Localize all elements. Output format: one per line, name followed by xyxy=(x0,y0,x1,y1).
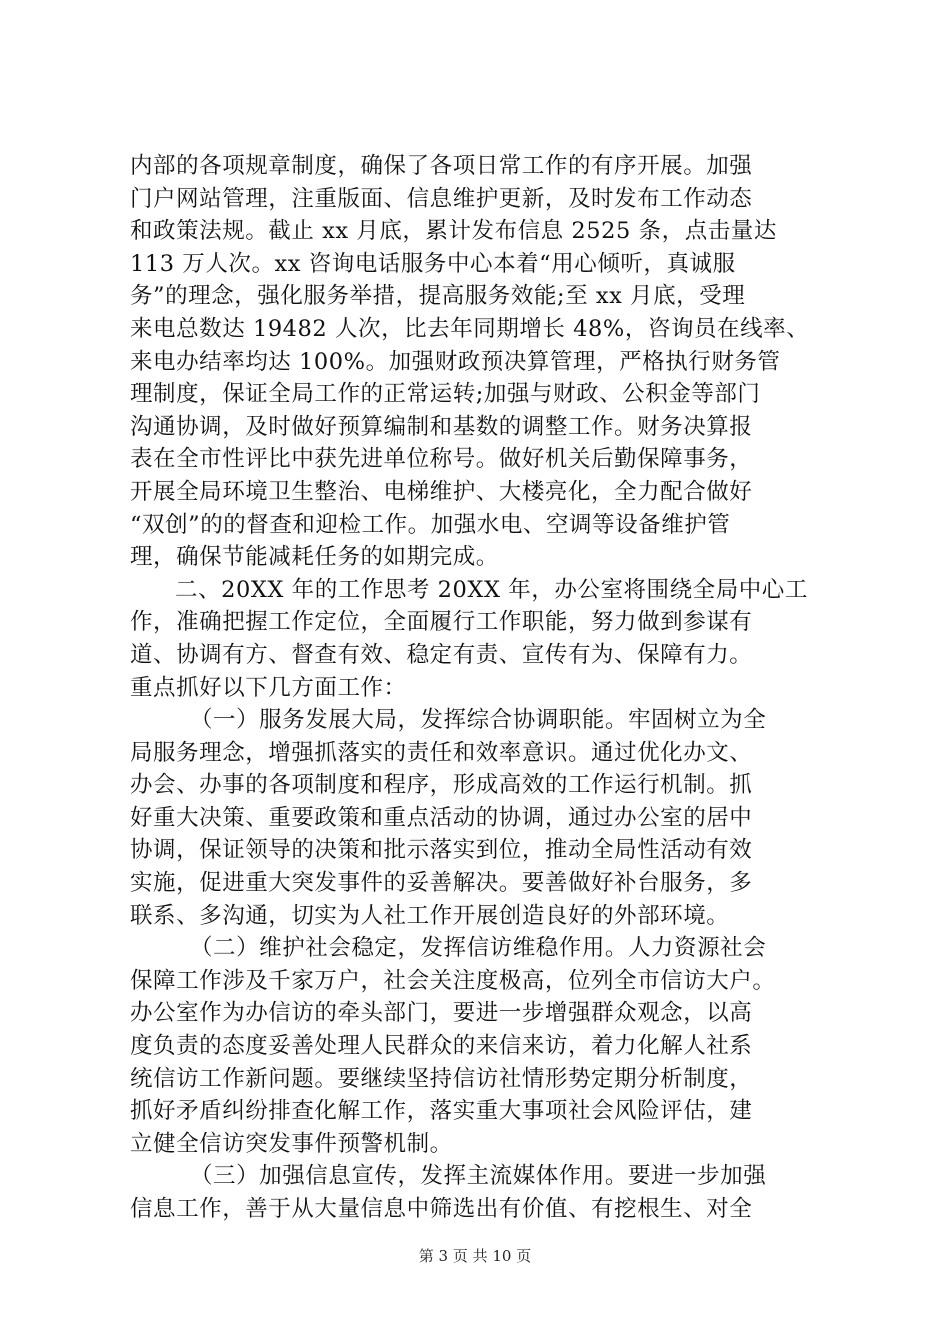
body-line: “双创”的的督查和迎检工作。加强水电、空调等设备维护管 xyxy=(130,511,731,538)
body-line: 务”的理念，强化服务举措，提高服务效能;至 xx 月底，受理 xyxy=(130,283,746,310)
body-line: 信息工作，善于从大量信息中筛选出有价值、有挖根生、对全 xyxy=(130,1196,753,1222)
body-line: 门户网站管理，注重版面、信息维护更新，及时发布工作动态 xyxy=(130,185,753,212)
body-line: 联系、多沟通，切实为人社工作开展创造良好的外部环境。 xyxy=(130,902,730,929)
body-line: 好重大决策、重要政策和重点活动的协调，通过办公室的居中 xyxy=(130,804,753,831)
body-line: 抓好矛盾纠纷排查化解工作，落实重大事项社会风险评估，建 xyxy=(130,1098,753,1125)
subsection-heading-line: （三）加强信息宣传，发挥主流媒体作用。要进一步加强 xyxy=(190,1163,767,1190)
body-line: 道、协调有方、督查有效、稳定有责、宣传有为、保障有力。 xyxy=(130,641,753,668)
subsection-heading-line: （一）服务发展大局，发挥综合协调职能。牢固树立为全 xyxy=(190,707,767,734)
document-body xyxy=(130,150,830,1226)
body-line: 办会、办事的各项制度和程序，形成高效的工作运行机制。抓 xyxy=(130,772,753,799)
body-line: 立健全信访突发事件预警机制。 xyxy=(130,1130,453,1157)
subsection-heading-line: （二）维护社会稳定，发挥信访维稳作用。人力资源社会 xyxy=(190,935,767,962)
body-line: 协调，保证领导的决策和批示落实到位，推动全局性活动有效 xyxy=(130,837,753,864)
body-line: 沟通协调，及时做好预算编制和基数的调整工作。财务决算报 xyxy=(130,413,753,440)
body-line: 保障工作涉及千家万户，社会关注度极高，位列全市信访大户。 xyxy=(130,967,776,994)
body-line: 办公室作为办信访的牵头部门，要进一步增强群众观念，以高 xyxy=(130,1000,753,1027)
body-line: 和政策法规。截止 xx 月底，累计发布信息 2525 条，点击量达 xyxy=(130,218,777,245)
body-line: 作，准确把握工作定位，全面履行工作职能，努力做到参谋有 xyxy=(130,609,753,636)
body-line: 理制度，保证全局工作的正常运转;加强与财政、公积金等部门 xyxy=(130,381,761,408)
page-footer: 第 3 页 共 10 页 xyxy=(418,1247,532,1265)
body-line: 度负责的态度妥善处理人民群众的来信来访，着力化解人社系 xyxy=(130,1033,753,1060)
body-line: 开展全局环境卫生整治、电梯维护、大楼亮化，全力配合做好 xyxy=(130,478,753,505)
body-line: 重点抓好以下几方面工作： xyxy=(130,674,407,701)
body-line: 来电总数达 19482 人次，比去年同期增长 48%，咨询员在线率、 xyxy=(130,315,810,342)
body-line: 113 万人次。xx 咨询电话服务中心本着“用心倾听，真诚服 xyxy=(130,250,736,277)
body-line: 实施，促进重大突发事件的妥善解决。要善做好补台服务，多 xyxy=(130,870,753,897)
body-line: 内部的各项规章制度，确保了各项日常工作的有序开展。加强 xyxy=(130,153,753,179)
body-line: 统信访工作新问题。要继续坚持信访社情形势定期分析制度， xyxy=(130,1065,753,1092)
body-line: 表在全市性评比中获先进单位称号。做好机关后勤保障事务， xyxy=(130,446,753,473)
body-line: 来电办结率均达 100%。加强财政预决算管理，严格执行财务管 xyxy=(130,348,781,375)
body-line: 局服务理念，增强抓落实的责任和效率意识。通过优化办文、 xyxy=(130,739,753,766)
section-heading-line: 二、20XX 年的工作思考 20XX 年，办公室将围绕全局中心工 xyxy=(175,576,808,603)
body-line: 理，确保节能减耗任务的如期完成。 xyxy=(130,544,499,571)
